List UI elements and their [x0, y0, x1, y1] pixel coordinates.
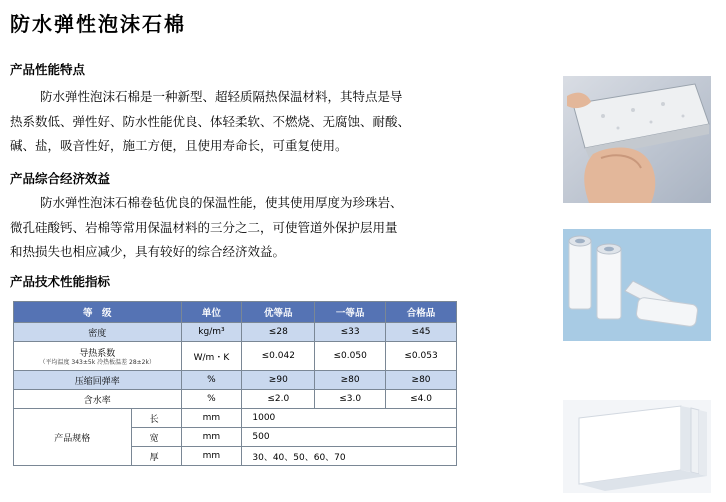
features-heading: 产品性能特点: [10, 62, 86, 77]
features-line: 防水弹性泡沫石棉是一种新型、超轻质隔热保温材料，其特点是导: [40, 89, 403, 104]
foam-slab-photo: [563, 400, 711, 493]
features-line: 热系数低、弹性好、防水性能优良、体轻柔软、不燃烧、无腐蚀、耐酸、: [10, 113, 411, 129]
table-row: [14, 342, 457, 371]
row-name-cell: [14, 342, 182, 371]
row-name: 密度: [14, 323, 182, 342]
spec-item-unit: mm: [181, 428, 242, 447]
page-title: 防水弹性泡沫石棉: [10, 12, 186, 36]
table-row: [14, 371, 457, 390]
row-unit: %: [181, 371, 242, 390]
spec-row: [14, 409, 457, 428]
table-row: [14, 390, 457, 409]
spec-item-value: 500: [242, 428, 457, 447]
row-unit: %: [181, 390, 242, 409]
spec-item-name: 长: [131, 409, 181, 428]
economy-line: 微孔硅酸钙、岩棉等常用保温材料的三分之二，可使管道外保护层用量: [10, 219, 398, 235]
spec-item-value: 1000: [242, 409, 457, 428]
spec-item-unit: mm: [181, 447, 242, 466]
row-value: ≤28: [242, 323, 315, 342]
row-value: ≥80: [315, 371, 386, 390]
spec-item-name: 厚: [131, 447, 181, 466]
row-value: ≤4.0: [386, 390, 457, 409]
spec-label: 产品规格: [14, 409, 132, 466]
header-first: 一等品: [315, 302, 386, 323]
table-row: [14, 323, 457, 342]
row-value: ≤0.053: [386, 342, 457, 371]
features-line: 碱、盐，吸音性好，施工方便，且使用寿命长，可重复使用。: [10, 138, 348, 153]
row-value: ≤0.050: [315, 342, 386, 371]
row-value: ≤33: [315, 323, 386, 342]
tech-heading: 产品技术性能指标: [10, 274, 111, 289]
header-grade: 等 级: [14, 302, 182, 323]
header-unit: 单位: [181, 302, 242, 323]
economy-line: 防水弹性泡沫石棉卷毡优良的保温性能，使其使用厚度为珍珠岩、: [40, 195, 403, 210]
row-value: ≤0.042: [242, 342, 315, 371]
row-name: 导热系数: [79, 348, 116, 359]
row-unit: kg/m³: [181, 323, 242, 342]
row-note: （平均温度 343±5k 冷热板温差 28±2k）: [39, 358, 155, 366]
spec-table: [13, 301, 457, 466]
row-value: ≥80: [386, 371, 457, 390]
row-value: ≤2.0: [242, 390, 315, 409]
foam-pipe-photo: [563, 229, 711, 341]
header-qualified: 合格品: [386, 302, 457, 323]
economy-heading: 产品综合经济效益: [10, 171, 111, 186]
spec-item-value: 30、40、50、60、70: [242, 447, 457, 466]
header-premium: 优等品: [242, 302, 315, 323]
row-name: 压缩回弹率: [14, 371, 182, 390]
spec-item-unit: mm: [181, 409, 242, 428]
features-paragraph: [10, 85, 465, 159]
row-unit: W/m・K: [181, 342, 242, 371]
row-value: ≤3.0: [315, 390, 386, 409]
row-value: ≤45: [386, 323, 457, 342]
economy-paragraph: [10, 191, 465, 265]
spec-item-name: 宽: [131, 428, 181, 447]
foam-board-hand-photo: [563, 76, 711, 203]
row-value: ≥90: [242, 371, 315, 390]
table-header-row: [14, 302, 457, 323]
economy-line: 和热损失也相应减少，具有较好的综合经济效益。: [10, 244, 286, 259]
row-name: 含水率: [14, 390, 182, 409]
